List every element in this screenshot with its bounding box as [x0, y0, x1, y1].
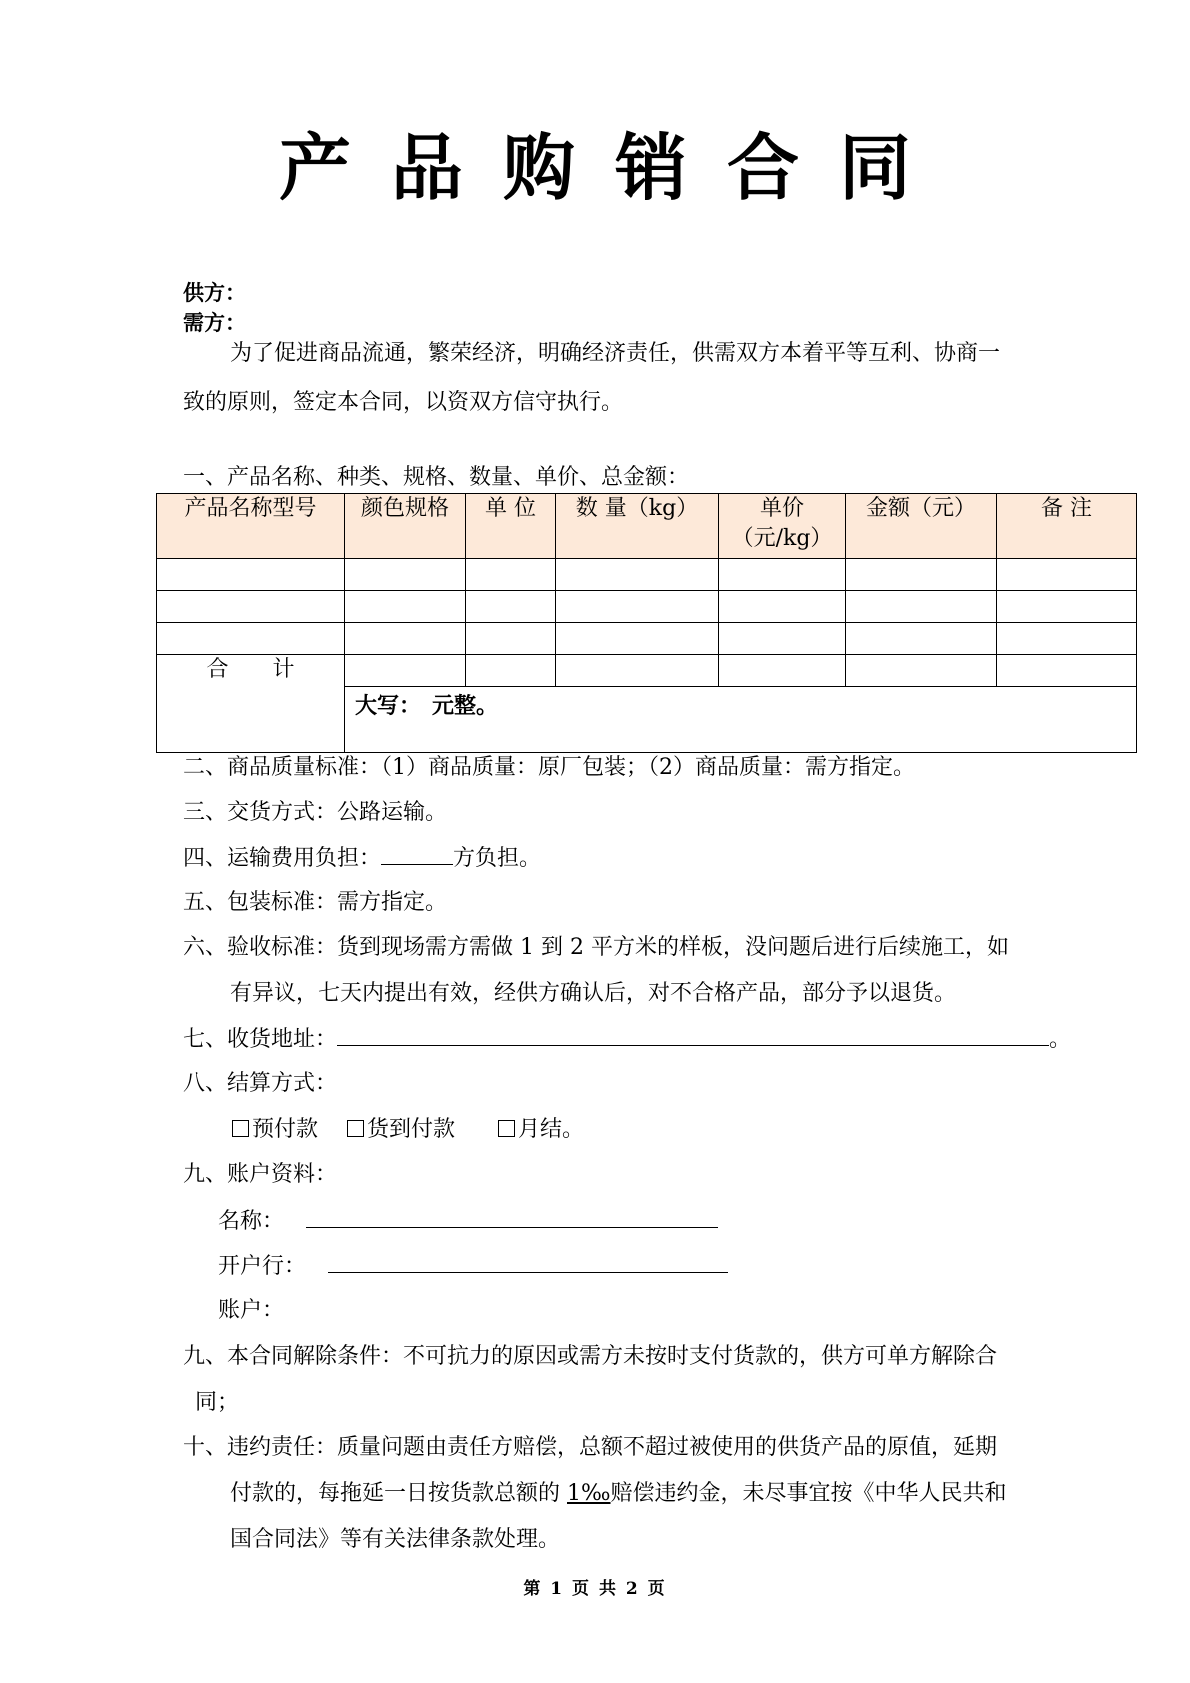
- section-6-line-1: 六、验收标准：货到现场需方需做 1 到 2 平方米的样板，没问题后进行后续施工，如: [183, 935, 1009, 960]
- delivery-address-blank[interactable]: [337, 1023, 1049, 1046]
- checkbox-icon: [347, 1120, 364, 1137]
- table-cell[interactable]: [157, 623, 345, 655]
- table-row: [157, 559, 1137, 591]
- account-bank-row: [218, 1250, 728, 1283]
- payment-option-prepay-label: 预付款: [252, 1117, 319, 1142]
- account-name-row: [218, 1205, 718, 1238]
- table-cell[interactable]: [345, 655, 466, 687]
- penalty-rate: 1‰: [567, 1481, 611, 1506]
- table-row: [157, 591, 1137, 623]
- section-1-heading: 一、产品名称、种类、规格、数量、单价、总金额：: [183, 465, 690, 490]
- section-7-suffix: 。: [1049, 1027, 1072, 1052]
- payment-option-cod-label: 货到付款: [367, 1117, 456, 1142]
- table-cell[interactable]: [466, 655, 556, 687]
- section-9b-line-1: 九、本合同解除条件：不可抗力的原因或需方未按时支付货款的，供方可单方解除合: [183, 1344, 998, 1369]
- table-cell[interactable]: [997, 591, 1137, 623]
- table-cell[interactable]: [556, 655, 719, 687]
- table-row: [157, 623, 1137, 655]
- buyer-label: 需方：: [183, 310, 246, 335]
- section-6-line-2: 有异议，七天内提出有效，经供方确认后，对不合格产品，部分予以退货。: [230, 981, 957, 1006]
- header-product-model: 产品名称型号: [157, 494, 345, 559]
- section-5: 五、包装标准：需方指定。: [183, 890, 448, 915]
- uppercase-amount[interactable]: 大写： 元整。: [345, 687, 1137, 753]
- header-unit: 单 位: [466, 494, 556, 559]
- table-total-row: [157, 655, 1137, 687]
- table-cell[interactable]: [846, 623, 997, 655]
- table-cell[interactable]: [719, 559, 846, 591]
- table-cell[interactable]: [466, 559, 556, 591]
- table-cell[interactable]: [846, 591, 997, 623]
- section-10-line-3: 国合同法》等有关法律条款处理。: [230, 1527, 561, 1552]
- header-remarks: 备 注: [997, 494, 1137, 559]
- section-10-line-1: 十、违约责任：质量问题由责任方赔偿，总额不超过被使用的供货产品的原值，延期: [183, 1435, 998, 1460]
- table-cell[interactable]: [345, 591, 466, 623]
- transport-party-blank[interactable]: [381, 842, 453, 865]
- payment-option-cod[interactable]: [347, 1117, 455, 1142]
- header-color-spec: 颜色规格: [345, 494, 466, 559]
- table-cell[interactable]: [719, 623, 846, 655]
- table-cell[interactable]: [846, 655, 997, 687]
- supplier-label: 供方：: [183, 280, 246, 305]
- section-4-prefix: 四、运输费用负担：: [183, 846, 382, 871]
- account-bank-label: 开户行：: [218, 1254, 307, 1279]
- table-cell[interactable]: [997, 655, 1137, 687]
- section-8: 八、结算方式：: [183, 1071, 338, 1096]
- payment-option-monthly[interactable]: [498, 1117, 584, 1142]
- total-label: 合 计: [157, 655, 345, 753]
- table-cell[interactable]: [719, 655, 846, 687]
- header-unit-price-sub: （元/kg）: [731, 526, 833, 551]
- section-10-line-2-b: 赔偿违约金，未尽事宜按《中华人民共和: [610, 1481, 1007, 1506]
- header-quantity: 数 量（kg）: [556, 494, 719, 559]
- table-cell[interactable]: [345, 623, 466, 655]
- table-cell[interactable]: [345, 559, 466, 591]
- contract-title: 产品购销合同: [278, 125, 951, 210]
- section-9b-line-2: 同；: [195, 1390, 240, 1415]
- table-header-row: [157, 494, 1137, 559]
- section-7: [183, 1023, 1071, 1056]
- section-10-line-2-a: 付款的，每拖延一日按货款总额的: [230, 1481, 567, 1506]
- table-cell[interactable]: [157, 559, 345, 591]
- table-cell[interactable]: [466, 591, 556, 623]
- account-name-blank[interactable]: [306, 1205, 718, 1228]
- payment-options: [232, 1114, 584, 1146]
- header-unit-price: [719, 494, 846, 559]
- intro-line-2: 致的原则，签定本合同，以资双方信守执行。: [183, 390, 624, 415]
- table-cell[interactable]: [556, 623, 719, 655]
- table-cell[interactable]: [556, 559, 719, 591]
- section-4: [183, 842, 541, 875]
- account-number-label: 账户：: [218, 1298, 285, 1323]
- checkbox-icon: [232, 1120, 249, 1137]
- section-2: 二、商品质量标准：（1）商品质量：原厂包装；（2）商品质量：需方指定。: [183, 755, 915, 780]
- payment-option-monthly-label: 月结。: [518, 1117, 585, 1142]
- table-cell[interactable]: [997, 623, 1137, 655]
- payment-option-prepay[interactable]: [232, 1117, 318, 1142]
- checkbox-icon: [498, 1120, 515, 1137]
- account-bank-blank[interactable]: [328, 1250, 728, 1273]
- header-unit-price-label: 单价: [759, 496, 804, 521]
- account-name-label: 名称：: [218, 1209, 285, 1234]
- table-cell[interactable]: [719, 591, 846, 623]
- section-10-line-2: [230, 1478, 1007, 1510]
- goods-table: [156, 493, 1137, 753]
- section-3: 三、交货方式：公路运输。: [183, 800, 448, 825]
- table-cell[interactable]: [466, 623, 556, 655]
- section-9: 九、账户资料：: [183, 1162, 338, 1187]
- intro-line-1: 为了促进商品流通，繁荣经济，明确经济责任，供需双方本着平等互利、协商一: [230, 341, 1001, 366]
- section-7-prefix: 七、收货地址：: [183, 1027, 338, 1052]
- table-cell[interactable]: [157, 591, 345, 623]
- table-cell[interactable]: [846, 559, 997, 591]
- table-cell[interactable]: [997, 559, 1137, 591]
- page-footer: 第 1 页 共 2 页: [523, 1579, 667, 1599]
- header-amount: 金额（元）: [846, 494, 997, 559]
- table-cell[interactable]: [556, 591, 719, 623]
- section-4-suffix: 方负担。: [453, 846, 542, 871]
